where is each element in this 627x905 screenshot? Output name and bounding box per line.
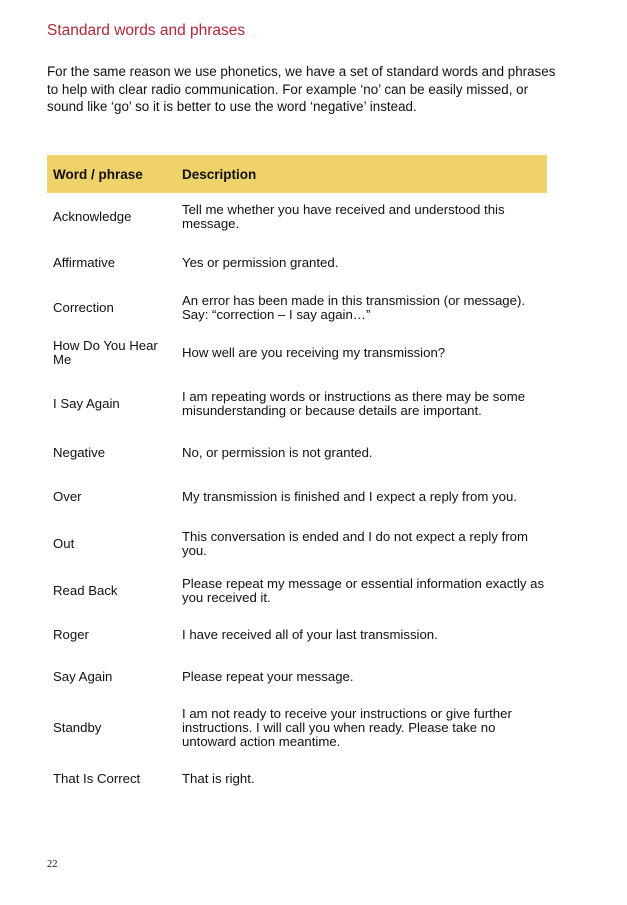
table-header (47, 155, 547, 193)
term-cell: Standby (53, 720, 102, 735)
table-row (47, 758, 547, 800)
description-cell: I am not ready to receive your instructions or give further instructions. I will call you when ready. Please take no untoward action meantime. (182, 706, 512, 749)
header-word-phrase: Word / phrase (47, 155, 176, 193)
section-title: Standard words and phrases (47, 22, 246, 39)
term-cell: That Is Correct (53, 771, 141, 786)
term-cell: I Say Again (53, 396, 120, 411)
description-cell: No, or permission is not granted. (182, 444, 373, 460)
description-cell: How well are you receiving my transmission? (182, 345, 446, 360)
term-cell: Out (53, 536, 75, 551)
description-cell: Tell me whether you have received and understood this message. (182, 201, 505, 231)
description-cell: Please repeat my message or essential information exactly as you received it. (182, 575, 545, 605)
table-row (47, 285, 547, 330)
term-cell: Correction (53, 299, 114, 315)
term-cell: Negative (53, 444, 106, 460)
table-row (47, 240, 547, 285)
description-cell: An error has been made in this transmission (or message). Say: “correction – I say again…” (182, 292, 526, 322)
page-number: 22 (47, 859, 58, 870)
table-row (47, 330, 547, 376)
table-row (47, 521, 547, 567)
description-cell: I have received all of your last transmission. (182, 627, 438, 642)
table-header-row (47, 155, 547, 193)
description-cell: My transmission is finished and I expect a reply from you. (182, 489, 517, 504)
term-cell: Over (53, 489, 82, 504)
table-row (47, 698, 547, 758)
term-cell: Affirmative (53, 254, 116, 270)
description-cell: Yes or permission granted. (182, 254, 339, 270)
description-cell: I am repeating words or instructions as there may be some misunderstanding or because details are important. (182, 389, 526, 418)
term-cell: Say Again (53, 669, 113, 684)
header-description: Description (176, 155, 547, 193)
standard-phrases-table (47, 155, 547, 800)
table-row (47, 567, 547, 614)
term-cell: Acknowledge (53, 208, 132, 224)
table-row (47, 193, 547, 240)
description-cell: That is right. (182, 771, 255, 786)
term-cell: Roger (53, 627, 89, 642)
table-row (47, 376, 547, 432)
table-body (47, 193, 547, 800)
description-cell: This conversation is ended and I do not expect a reply from you. (182, 529, 528, 558)
description-cell: Please repeat your message. (182, 669, 354, 684)
term-cell: Read Back (53, 582, 118, 598)
table-row (47, 473, 547, 521)
table-row (47, 614, 547, 656)
term-cell: How Do You Hear Me (53, 338, 158, 367)
table-row (47, 432, 547, 473)
table-row (47, 656, 547, 698)
intro-paragraph: For the same reason we use phonetics, we have a set of standard words and phrases to help with clear radio communication. For example ‘no’ can be easily missed, or sound like ‘go’ so it is better to use the word ‘negative’ instead. (47, 64, 556, 114)
